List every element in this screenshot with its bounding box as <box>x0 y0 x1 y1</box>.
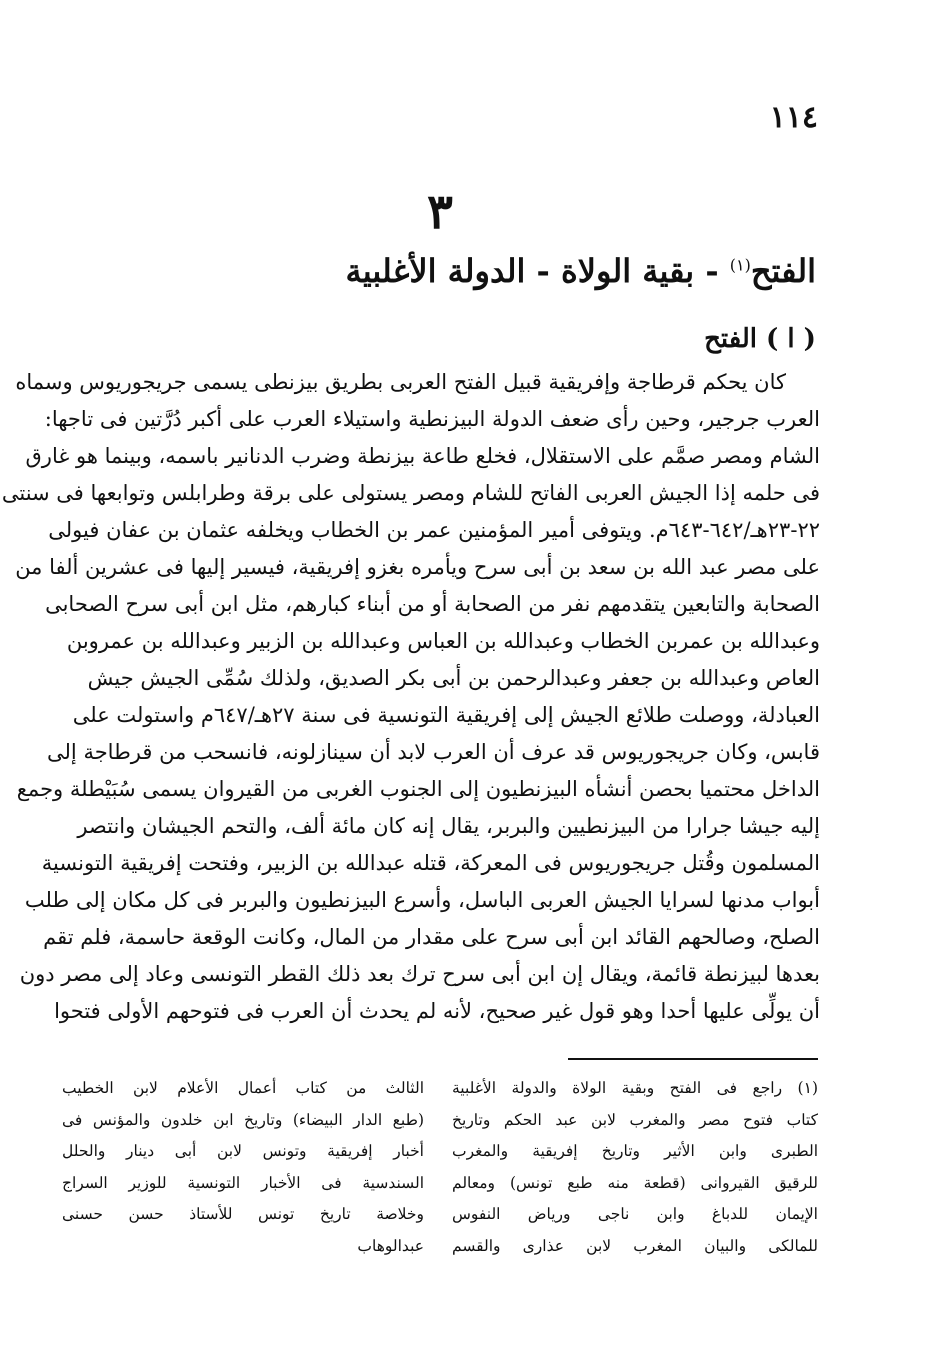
body-line: الصحابة والتابعين يتقدمهم نفر من الصحابة أو من أبناء كبارهم، مثل ابن أبى سرح الصحابى <box>45 592 820 616</box>
body-line: قابس، وكان جريجوريوس قد عرف أن العرب لابد أن سينازلونه، فانسحب من قرطاجة إلى <box>47 740 820 764</box>
footnote-divider <box>568 1058 818 1060</box>
footnote-line: الإيمان للدباغ وابن ناجى ورياض النفوس <box>452 1205 818 1223</box>
chapter-title-main: الفتح <box>750 252 816 290</box>
body-line: كان يحكم قرطاجة وإفريقية قبيل الفتح العربى بطريق بيزنطى يسمى جريجوريوس وسماه <box>15 370 786 394</box>
footnote-column-right <box>452 1073 818 1262</box>
chapter-title <box>346 252 816 290</box>
body-line: العاص وعبدالله بن جعفر وعبدالرحمن بن أبى بكر الصديق، ولذلك سُمِّى الجيش جيش <box>87 666 820 690</box>
body-line: على مصر عبد الله بن سعد بن أبى سرح ويأمره بغزو إفريقية، فيسير إليها فى عشرين ألفا من <box>15 555 820 579</box>
footnote-line: كتاب فتوح مصر والمغرب لابن عبد الحكم وتاريخ <box>452 1110 818 1129</box>
section-heading: ( ا ) الفتح <box>704 324 816 354</box>
body-line: العرب جرجير، وحين رأى ضعف الدولة البيزنطية واستيلاء العرب على أكبر دُرَّتين فى تاجها: <box>44 407 820 431</box>
body-line: بعدها لبيزنطة قائمة، ويقال إن ابن أبى سرح ترك بعد ذلك القطر التونسى وعاد إلى مصر دون <box>19 962 820 986</box>
footnote-line: أخبار إفريقية وتونس لابن أبى دينار والحلل <box>62 1142 424 1160</box>
body-line: أن يولِّى عليها أحدا وهو قول غير صحيح، لأنه لم يحدث أن العرب فى فتوحهم الأولى فتحوا <box>54 999 820 1023</box>
footnote-line: (١) راجع فى الفتح وبقية الولاة والدولة الأغلبية <box>452 1079 818 1097</box>
chapter-title-rest: - بقية الولاة - الدولة الأغلبية <box>345 252 730 290</box>
footnote-line: (طبع الدار البيضاء) وتاريخ ابن خلدون والمؤنس فى <box>62 1110 424 1129</box>
footnote-column-left <box>62 1073 424 1262</box>
page-number: ١١٤ <box>769 100 818 135</box>
body-line: أبواب مدنها لسرايا الجيش العربى الباسل، وأسرع البيزنطيون والبربر فى كل مكان إلى طلب <box>24 888 820 912</box>
footnote-line: عبدالوهاب <box>357 1236 424 1255</box>
body-line: ٢٢-٢٣هـ/٦٤٢-٦٤٣م. ويتوفى أمير المؤمنين عمر بن الخطاب ويخلفه عثمان بن عفان فيولى <box>48 518 820 542</box>
footnote-line: للمالكى والبيان المغرب لابن عذارى والقسم <box>452 1236 818 1255</box>
body-line: الشام ومصر صمَّم على الاستقلال، فخلع طاعة بيزنطة وضرب الدنانير باسمه، وبينما هو غارق <box>25 444 820 468</box>
footnote-line: وخلاصة تاريخ تونس للأستاذ حسن حسنى <box>62 1205 424 1223</box>
footnote-line: الثالث من كتاب أعمال الأعلام لابن الخطيب <box>62 1079 424 1097</box>
chapter-number: ٣ <box>427 184 453 240</box>
body-line: العبادلة، ووصلت طلائع الجيش إلى إفريقية التونسية فى سنة ٢٧هـ/٦٤٧م واستولت على <box>72 703 820 727</box>
body-line: وعبدالله بن عمربن الخطاب وعبدالله بن العباس وعبدالله بن الزبير وعبدالله بن عمروبن <box>66 629 820 653</box>
footnote-marker[interactable]: (١) <box>729 255 751 275</box>
body-text <box>1 364 820 1030</box>
body-line: فى حلمه إذا الجيش العربى الفاتح للشام ومصر يستولى على برقة وطرابلس وتوابعها فى سنتى <box>1 481 820 505</box>
body-line: إليه جيشا جرارا من البيزنطيين والبربر، يقال إنه كان مائة ألف، والتحم الجيشان وانتصر <box>77 814 820 838</box>
body-line: المسلمون وقُتل جريجوريوس فى المعركة، قتله عبدالله بن الزبير، وفتحت إفريقية التونسية <box>41 851 820 875</box>
body-line: الداخل محتميا بحصن أنشأه البيزنطيون إلى الجنوب الغربى من القيروان يسمى سُبَيْطلة وجمع <box>16 777 820 801</box>
footnote-line: للرقيق القيروانى (قطعة منه طبع تونس) ومعالم <box>452 1173 818 1192</box>
body-line: الصلح، وصالحهم القائد ابن أبى سرح على مقدار من المال، وكانت الوقعة حاسمة، فلم تقم <box>43 925 820 949</box>
footnote-line: الطبرى وابن الأثير وتاريخ إفريقية والمغرب <box>452 1142 818 1160</box>
footnote-line: السندسية فى الأخبار التونسية للوزير السراج <box>62 1173 424 1192</box>
